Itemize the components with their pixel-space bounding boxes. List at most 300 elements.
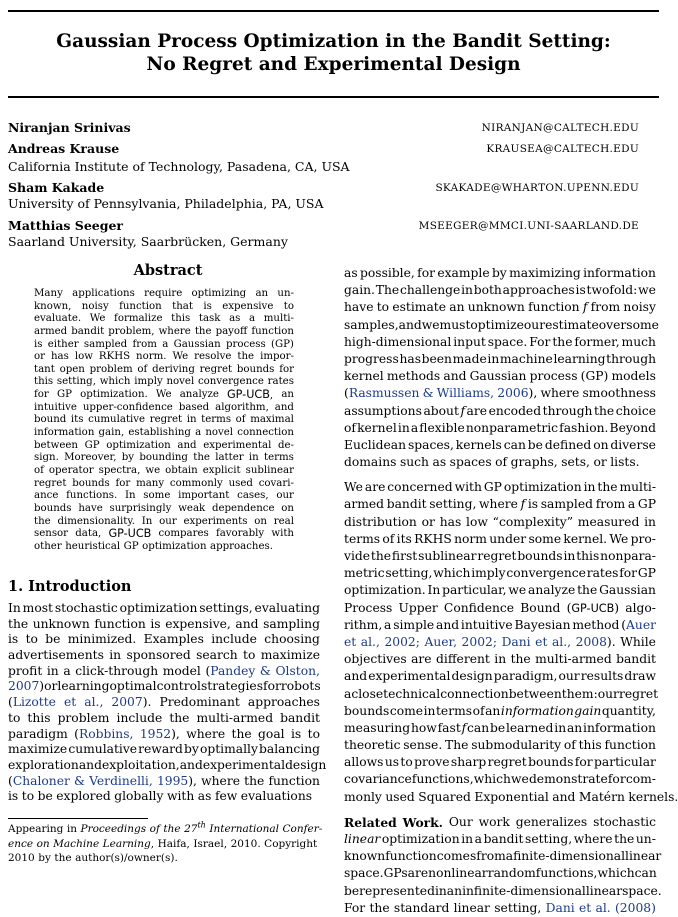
word: analyze <box>179 389 219 401</box>
word: the <box>244 773 265 788</box>
word: our <box>523 317 546 332</box>
word: functions, <box>411 772 474 787</box>
word: our <box>558 669 580 684</box>
word: the <box>369 900 390 915</box>
word: bandit <box>280 710 320 725</box>
text-line <box>344 385 656 402</box>
word: as <box>432 455 447 470</box>
word: noisy <box>623 300 656 315</box>
word: RKHS <box>414 531 452 546</box>
word: about <box>423 403 459 418</box>
word: learning <box>57 679 110 694</box>
intro-line <box>8 711 320 727</box>
text-line <box>344 496 656 513</box>
word: Examples <box>143 632 204 647</box>
word: in <box>248 452 259 464</box>
word: in <box>423 703 436 718</box>
word: (Robbins, <box>74 726 134 741</box>
word: & <box>259 663 271 678</box>
word: defined <box>544 437 592 452</box>
word: (GP) <box>580 369 609 384</box>
word: goal <box>258 726 285 741</box>
word: in <box>494 652 507 667</box>
word: commonly <box>169 477 223 489</box>
section-heading: 1. Introduction <box>8 578 132 595</box>
word: from <box>132 338 157 350</box>
word: both <box>473 283 502 298</box>
word: the <box>594 403 615 418</box>
word: in <box>563 549 576 563</box>
word: convergence <box>506 566 586 581</box>
text-line <box>344 634 656 651</box>
word: norm <box>454 531 487 546</box>
word: multi- <box>263 313 294 325</box>
word: challenge <box>399 283 461 298</box>
top-rule <box>8 10 659 12</box>
word: applications <box>72 288 135 299</box>
word: fashion. <box>559 420 609 435</box>
text-line <box>344 789 678 806</box>
word: intuitive <box>460 617 513 632</box>
word: an <box>566 720 583 735</box>
word: gain <box>574 703 602 718</box>
word: experimental <box>203 439 272 451</box>
word: covari- <box>258 477 294 489</box>
author-name: Andreas Krause <box>8 141 120 156</box>
word: experimental <box>368 669 451 684</box>
word: convergence <box>197 376 264 388</box>
right-column <box>344 265 678 917</box>
abstract-line <box>34 301 294 314</box>
word: problem, <box>108 325 155 337</box>
word: imply <box>471 566 506 581</box>
word: optimization <box>106 439 171 451</box>
word: measuring <box>344 720 411 735</box>
word: the <box>597 480 618 495</box>
word: demonstrate <box>528 772 608 787</box>
text-line <box>344 531 656 548</box>
word: we <box>145 464 161 476</box>
word: require <box>144 288 183 299</box>
word: sublinear <box>418 549 477 563</box>
word: learned <box>505 720 554 735</box>
word: balancing <box>259 742 320 757</box>
text-line <box>344 582 656 599</box>
word: sets, <box>561 455 590 470</box>
word: optimization. <box>80 389 148 401</box>
word: Work. <box>402 814 443 830</box>
word: norm. <box>136 351 167 363</box>
word: possible, <box>359 266 415 280</box>
text-line <box>344 754 656 771</box>
word: them: <box>561 686 598 701</box>
word: terms <box>344 531 381 546</box>
word: maximize <box>8 742 68 757</box>
word: 27th <box>184 820 206 835</box>
word: click-through <box>75 663 159 678</box>
abstract-line <box>34 478 294 491</box>
word: paradigm <box>8 726 68 741</box>
word: come <box>389 703 424 718</box>
word: connection <box>237 427 294 439</box>
word: for <box>574 755 593 770</box>
word: been <box>421 351 452 366</box>
word: (Rasmussen <box>344 386 420 401</box>
word: rithm, <box>344 617 383 632</box>
word: evaluations <box>240 789 313 804</box>
word: un- <box>635 832 656 846</box>
word: (Pandey <box>205 663 256 678</box>
footnote-line <box>8 851 320 866</box>
word: bounding <box>139 452 188 464</box>
word: from <box>590 300 621 315</box>
word: spaces, <box>407 437 454 452</box>
word: optimization <box>381 832 460 846</box>
word: dimensionality. <box>57 515 135 527</box>
word: choice <box>615 403 656 418</box>
word: Many <box>34 288 63 299</box>
word: establishing <box>128 427 191 439</box>
word: for <box>619 566 638 581</box>
word: GP-UCB <box>108 527 152 541</box>
word: to <box>8 710 21 725</box>
word: nonpara- <box>600 549 656 563</box>
word: in <box>583 480 596 495</box>
word: We <box>89 313 106 325</box>
word: setting, <box>494 900 542 915</box>
word: theoretic <box>344 738 401 753</box>
word: For <box>344 900 366 915</box>
word: a <box>410 420 419 435</box>
author-affiliation: University of Pennsylvania, Philadelphia, PA, USA <box>8 196 324 211</box>
word: in <box>66 823 77 835</box>
text-line <box>344 368 656 385</box>
abstract-line <box>34 440 294 453</box>
word: kernels. <box>628 789 678 804</box>
word: GP <box>637 497 656 512</box>
word: and <box>344 669 368 684</box>
word: function <box>119 300 162 312</box>
word: open <box>59 363 85 375</box>
word: multi- <box>619 480 656 495</box>
abstract-line <box>34 452 294 465</box>
word: de- <box>278 439 294 451</box>
word: are <box>466 403 488 418</box>
word: in <box>109 648 122 663</box>
word: our <box>597 686 619 701</box>
word: or <box>44 679 58 694</box>
text-line <box>344 865 656 882</box>
word: pro- <box>630 531 656 546</box>
word: fast <box>437 720 461 735</box>
word: with <box>166 789 195 804</box>
word: based <box>178 401 210 413</box>
text-line <box>344 265 656 282</box>
word: maximal <box>250 414 294 426</box>
word: progress <box>344 351 399 366</box>
word: have <box>344 300 374 315</box>
word: impor- <box>260 351 294 363</box>
word: 2006), <box>497 386 538 401</box>
word: few <box>214 789 238 804</box>
word: evaluating <box>254 601 320 615</box>
word: al., <box>551 634 572 649</box>
title-line: No Regret and Experimental Design <box>146 54 521 75</box>
word: a <box>162 338 169 350</box>
word: metric <box>344 566 385 581</box>
word: include <box>116 710 163 725</box>
word: distribution <box>344 514 417 529</box>
word: sponsored <box>126 648 191 663</box>
word: include <box>211 632 257 647</box>
word: linear <box>453 900 490 915</box>
word: low <box>74 351 93 363</box>
word: terms <box>201 414 232 426</box>
word: and <box>78 757 102 772</box>
abstract-line <box>34 541 294 554</box>
text-line <box>344 317 659 334</box>
word: this <box>27 710 51 725</box>
word: by <box>184 742 199 757</box>
word: is <box>575 283 586 298</box>
word: allows <box>344 755 384 770</box>
word: 1995), <box>156 773 197 788</box>
word: process <box>529 369 578 384</box>
word: kernel <box>357 420 397 435</box>
word: the <box>510 652 531 667</box>
word: to <box>243 648 256 663</box>
word: resolve <box>194 351 232 363</box>
author-email[interactable]: SKAKADE@WHARTON.UPENN.EDU <box>435 182 639 194</box>
word: connection <box>440 686 509 701</box>
word: surprisingly <box>109 502 172 514</box>
word: samples, <box>344 317 399 332</box>
word: Moreover, <box>64 452 117 464</box>
word: and <box>435 617 460 632</box>
word: a <box>505 849 514 864</box>
word: between <box>508 686 562 701</box>
word: 2002; <box>461 634 497 649</box>
word: Squared <box>418 789 471 804</box>
word: and <box>177 439 197 451</box>
word: function <box>604 738 656 753</box>
word: by <box>491 266 507 280</box>
word: has <box>439 514 462 529</box>
word: and <box>179 757 203 772</box>
word: process <box>225 338 266 350</box>
word: to <box>400 755 413 770</box>
word: The <box>445 738 469 753</box>
word: novel <box>166 376 195 388</box>
word: Auer, <box>424 634 457 649</box>
word: 2002; <box>384 634 420 649</box>
word: Our <box>448 814 473 829</box>
abstract-heading: Abstract <box>133 262 203 279</box>
word: important <box>178 490 230 502</box>
word: in <box>461 832 474 846</box>
word: space. <box>622 883 662 898</box>
word: where <box>201 773 240 788</box>
word: how <box>410 720 437 735</box>
word: experiments <box>183 515 248 527</box>
word: monly <box>344 789 382 804</box>
word: where <box>573 832 613 846</box>
word: approaches <box>247 695 320 710</box>
word: the <box>163 823 181 835</box>
word: 2010 <box>8 852 35 864</box>
word: has <box>50 351 69 363</box>
word: be <box>527 437 543 452</box>
word: the <box>552 334 573 349</box>
word: Proceedings <box>80 823 147 835</box>
author-email[interactable]: KRAUSEA@CALTECH.EDU <box>486 143 639 155</box>
paragraph-gap <box>344 806 656 814</box>
word: We <box>155 389 172 401</box>
word: space. <box>344 866 384 881</box>
word: made <box>452 351 487 366</box>
word: paradigm, <box>493 669 558 684</box>
word: real <box>273 515 294 527</box>
word: which <box>597 866 635 881</box>
word: setting, <box>56 376 96 388</box>
intro-line <box>8 789 320 805</box>
word: Copyright <box>264 837 318 850</box>
word: between <box>34 439 78 451</box>
word: Haifa, <box>157 837 190 850</box>
word: is <box>150 616 161 631</box>
word: quantity, <box>601 703 656 718</box>
word: com- <box>625 772 656 787</box>
word: tant <box>34 363 55 375</box>
word: our <box>276 490 294 502</box>
word: sampling <box>263 616 320 631</box>
word: problem <box>57 710 110 725</box>
word: close <box>351 686 384 701</box>
word: formalize <box>114 313 163 325</box>
word: which <box>473 772 511 787</box>
word: Matérn <box>578 789 625 804</box>
word: low <box>466 514 488 529</box>
word: we <box>421 317 440 332</box>
word: models <box>611 369 656 384</box>
word: an <box>485 703 501 718</box>
word: the <box>231 726 252 741</box>
word: objectives <box>344 652 407 667</box>
intro-line <box>8 727 320 743</box>
word: In <box>124 490 136 502</box>
word: algorithm, <box>215 401 269 413</box>
word: its <box>396 531 412 546</box>
word: of <box>495 455 508 470</box>
word: the <box>614 832 635 846</box>
word: to <box>283 300 294 312</box>
word: the <box>237 351 255 363</box>
author-affiliation: California Institute of Technology, Pasadena, CA, USA <box>8 159 350 174</box>
footnote-line <box>8 837 320 852</box>
word: information <box>34 427 95 439</box>
word: or <box>593 455 607 470</box>
word: function <box>251 325 294 337</box>
word: a <box>195 427 202 439</box>
word: from <box>476 849 506 864</box>
word: an <box>281 389 294 401</box>
word: upper-confidence <box>82 401 173 413</box>
word: some <box>626 317 659 332</box>
abstract-line <box>34 490 294 503</box>
word: as <box>344 266 358 280</box>
word: in <box>397 420 410 435</box>
text-line <box>344 771 656 788</box>
word: from <box>595 497 626 512</box>
word: Beyond <box>609 420 656 435</box>
word: of <box>563 738 576 753</box>
word: Bound <box>520 600 561 615</box>
word: must <box>439 317 471 332</box>
word: over <box>598 317 627 332</box>
word: draw <box>624 669 656 684</box>
paragraph <box>344 479 678 806</box>
word: many <box>136 477 165 489</box>
word: prove <box>414 755 450 770</box>
word: results <box>580 669 624 684</box>
word: control <box>156 679 201 694</box>
word: the <box>577 583 598 598</box>
word: We <box>172 351 189 363</box>
word: al., <box>84 695 104 710</box>
word: functions, <box>535 866 598 881</box>
text-line <box>344 351 656 368</box>
word: bounds <box>528 755 574 770</box>
word: the <box>370 549 392 563</box>
word: by <box>38 852 51 864</box>
text-line <box>344 420 656 437</box>
word: ence <box>8 837 34 850</box>
word: can <box>466 720 490 735</box>
word: linear <box>625 849 662 864</box>
word: information <box>500 703 574 718</box>
word: bandit <box>483 832 524 846</box>
word: settings, <box>199 601 253 615</box>
word: Bayesian <box>514 617 571 632</box>
word: regret <box>34 477 67 489</box>
word: measured <box>577 514 640 529</box>
word: functions. <box>66 490 118 502</box>
word: GP <box>123 540 139 552</box>
word: author(s)/owner(s). <box>75 852 178 864</box>
word: maximize <box>260 648 320 663</box>
word: cumulative <box>68 742 138 757</box>
title-line: Gaussian Process Optimization in the Bandit Setting: <box>56 31 611 52</box>
word: The <box>375 283 400 298</box>
word: with <box>454 480 482 495</box>
word: linear <box>585 883 623 898</box>
word: where <box>186 726 226 741</box>
word: exploration <box>8 757 79 772</box>
word: random <box>487 866 536 881</box>
word: twofold: <box>586 283 638 298</box>
author-email[interactable]: NIRANJAN@CALTECH.EDU <box>481 122 639 134</box>
word: finite-dimensional <box>513 849 626 864</box>
word: Israel, <box>193 837 228 850</box>
author-email[interactable]: MSEEGER@MMCI.UNI-SAARLAND.DE <box>418 220 639 232</box>
word: Euclidean <box>344 437 407 452</box>
word: armed <box>344 497 385 512</box>
word: known <box>344 849 386 864</box>
word: to <box>21 789 35 804</box>
word: function <box>268 773 320 788</box>
word: GP <box>483 480 502 495</box>
word: obtain <box>165 464 198 476</box>
